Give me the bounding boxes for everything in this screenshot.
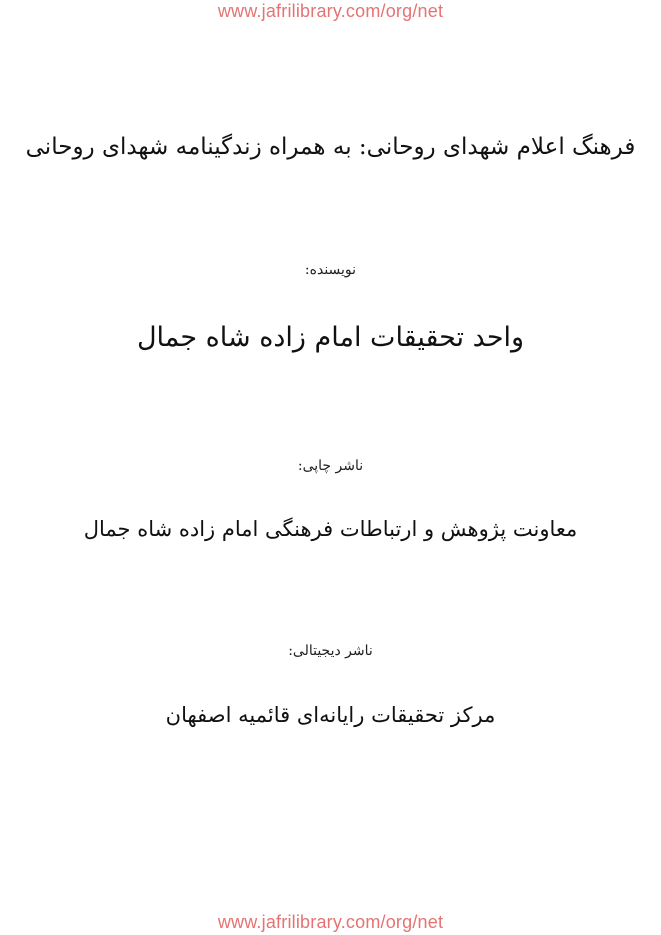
author-name: واحد تحقیقات امام زاده شاه جمال	[136, 322, 525, 353]
digital-publisher-name: مرکز تحقیقات رایانه‌ای قائمیه اصفهان	[165, 703, 496, 727]
book-title: فرهنگ اعلام شهدای روحانی: به همراه زندگینامه شهدای روحانی	[25, 134, 636, 160]
digital-publisher-label: ناشر دیجیتالی:	[288, 643, 373, 659]
author-label: نویسنده:	[304, 262, 357, 278]
print-publisher-name: معاونت پژوهش و ارتباطات فرهنگی امام زاده شاه جمال	[83, 517, 578, 541]
watermark-url-bottom: www.jafrilibrary.com/org/net	[217, 912, 444, 932]
print-publisher-label: ناشر چاپی:	[297, 458, 364, 474]
watermark-url-top: www.jafrilibrary.com/org/net	[217, 1, 444, 21]
